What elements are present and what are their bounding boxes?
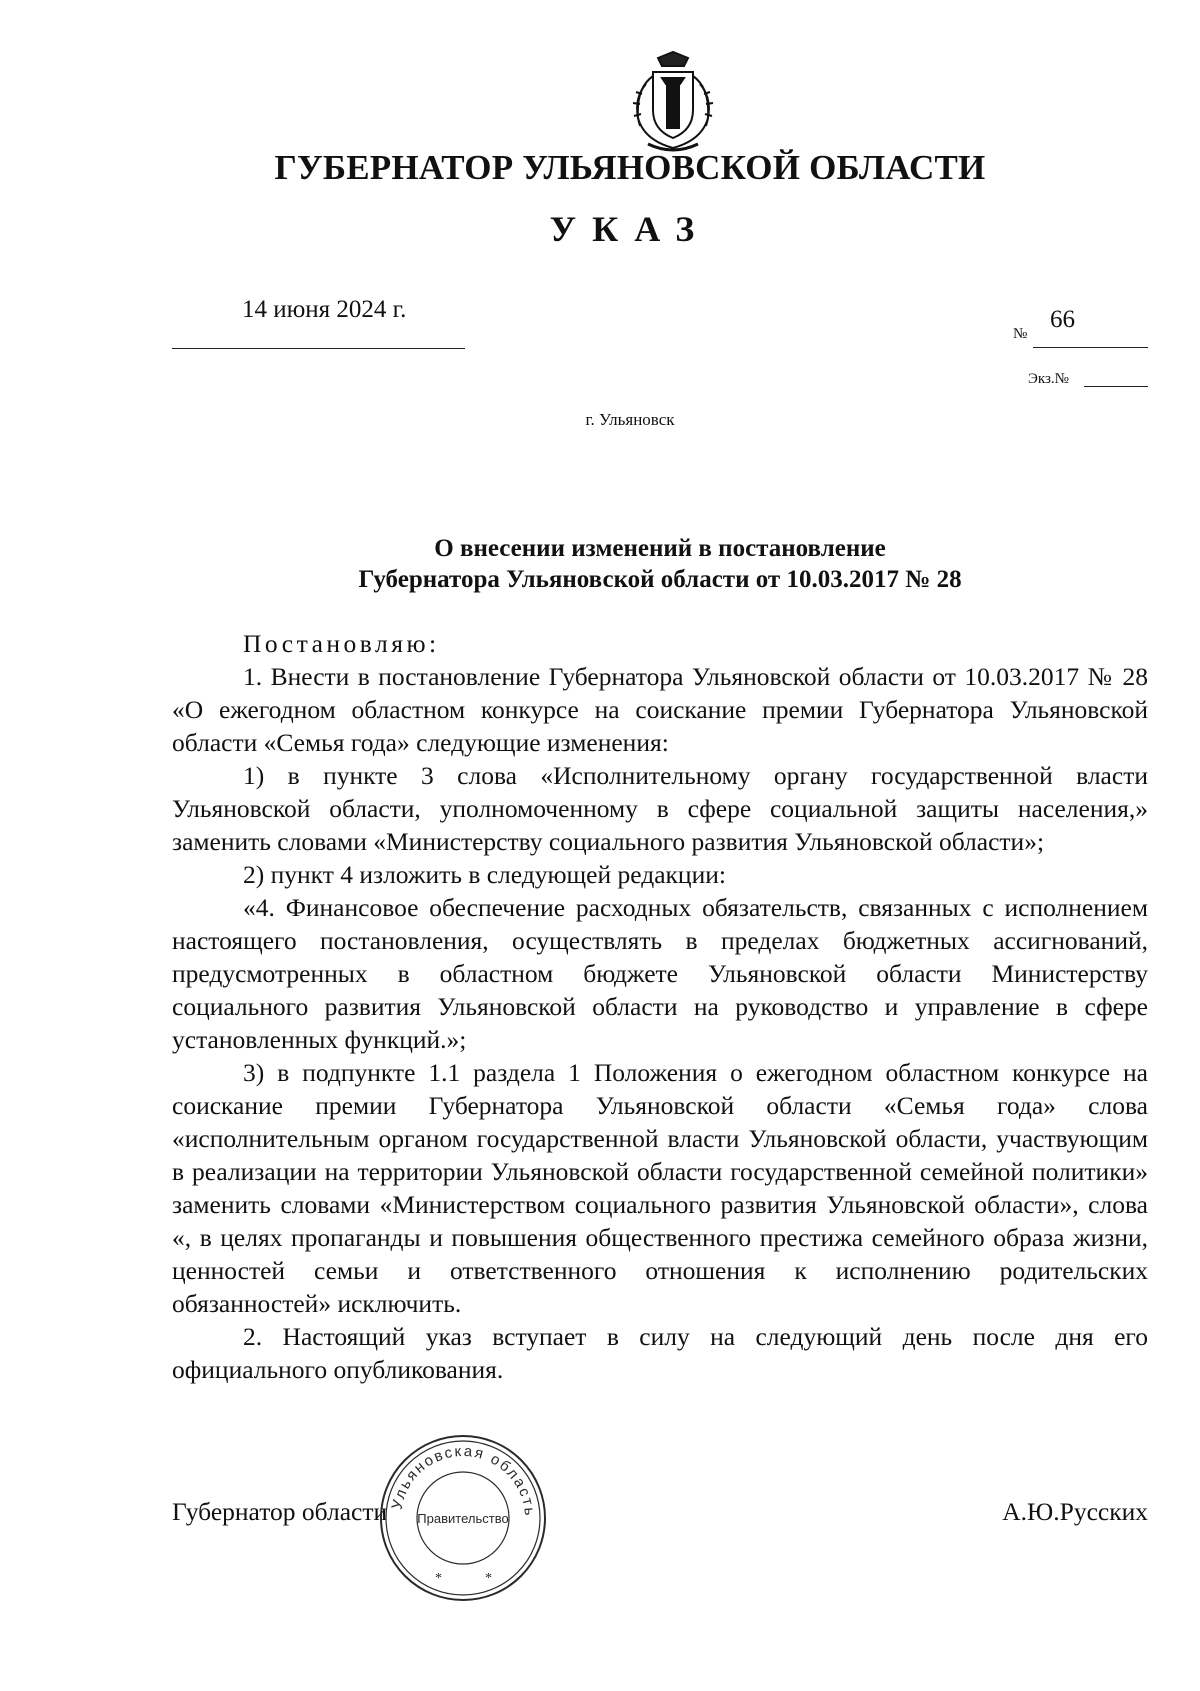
signatory-name: А.Ю.Русских bbox=[1002, 1497, 1148, 1526]
subparagraph-1: 1) в пункте 3 слова «Исполнительному органу государственной власти Ульяновской области, уполномоченному в сфере социальной защиты населения,» заменить словами «Министерству социального развития Ульяновской области»; bbox=[172, 761, 1148, 856]
signatory-position: Губернатор области bbox=[172, 1497, 388, 1526]
copy-number-label: Экз.№ bbox=[1028, 371, 1069, 387]
number-underline bbox=[1033, 347, 1148, 348]
subparagraph-3: 3) в подпункте 1.1 раздела 1 Положения о ежегодном областном конкурсе на соискание премии Губернатора Ульяновской области «Семья года» слова «исполнительным органом государственной власти Ульяновской области, участвующим в реализации на территории Ульяновской области государственной семейной политики» заменить словами «Министерством социального развития Ульяновской области», слова «, в целях пропаганды и повышения общественного престижа семейного образа жизни, ценностей семьи и ответственного отношения к исполнению родительских обязанностей» исключить. bbox=[172, 1058, 1148, 1318]
copy-number-underline bbox=[1084, 386, 1148, 387]
city: г. Ульяновск bbox=[585, 410, 675, 429]
document-type: УКАЗ bbox=[549, 209, 711, 249]
official-seal bbox=[375, 1430, 551, 1606]
coat-of-arms-icon bbox=[618, 48, 728, 158]
subparagraph-2-quote: «4. Финансовое обеспечение расходных обязательств, связанных с исполнением настоящего постановления, осуществлять в пределах бюджетных ассигнований, предусмотренных в областном бюджете Ульяновской области Министерству социального развития Ульяновской области на руководство и управление в сфере установленных функций.»; bbox=[172, 893, 1148, 1054]
document-number: 66 bbox=[1050, 306, 1075, 333]
document-date: 14 июня 2024 г. bbox=[242, 296, 407, 323]
paragraph-1: 1. Внести в постановление Губернатора Ульяновской области от 10.03.2017 № 28 «О ежегодном областном конкурсе на соискание премии Губернатора Ульяновской области «Семья года» следующие изменения: bbox=[172, 662, 1148, 757]
seal-center-text: Правительство bbox=[417, 1511, 509, 1526]
document-title bbox=[220, 533, 1100, 595]
issuing-authority: ГУБЕРНАТОР УЛЬЯНОВСКОЙ ОБЛАСТИ bbox=[274, 148, 986, 187]
title-line-2: Губернатора Ульяновской области от 10.03.2017 № 28 bbox=[358, 566, 962, 593]
seal-star-icon: * bbox=[435, 1571, 442, 1586]
paragraph-2: 2. Настоящий указ вступает в силу на следующий день после дня его официального опубликования. bbox=[172, 1322, 1148, 1384]
seal-star-icon: * bbox=[485, 1571, 492, 1586]
title-line-1: О внесении изменений в постановление bbox=[434, 535, 886, 562]
seal-ring-text: Ульяновская область bbox=[388, 1442, 539, 1519]
date-underline bbox=[172, 348, 465, 349]
document-body bbox=[172, 627, 1148, 1386]
subparagraph-2: 2) пункт 4 изложить в следующей редакции: bbox=[243, 860, 726, 889]
number-label: № bbox=[1013, 326, 1028, 342]
decree-word: Постановляю: bbox=[243, 629, 440, 658]
